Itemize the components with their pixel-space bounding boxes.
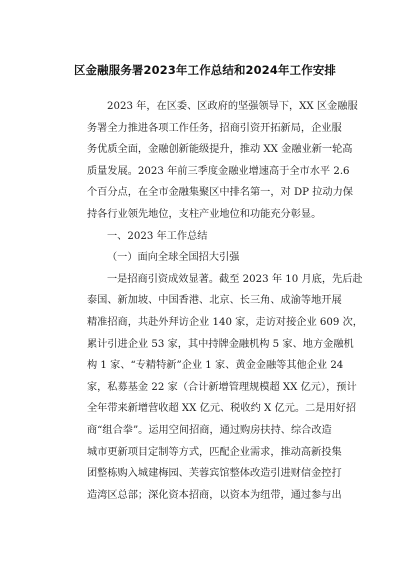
section-heading: 一、2023 年工作总结 bbox=[107, 230, 208, 242]
paragraph-line: 家，私募基金 22 家（合计新增管理规模超 XX 亿元），预计 bbox=[87, 381, 357, 393]
paragraph-line: 商“组合拳”。运用空间招商，通过购房扶持、综合改造 bbox=[87, 424, 332, 436]
paragraph-line: 全年带来新增营收超 XX 亿元、税收约 X 亿元。二是用好招 bbox=[87, 403, 357, 415]
document-body bbox=[87, 96, 363, 506]
paragraph-line: 城市更新项目定制等方式，匹配企业需求，推动高新投集 bbox=[87, 446, 342, 458]
paragraph-line: 一是招商引资成效显著。截至 2023 年 10 月底，先后赴 bbox=[107, 273, 363, 285]
paragraph-line: 质量发展。2023 年前三季度金融业增速高于全市水平 2.6 bbox=[87, 165, 350, 177]
paragraph-line: 团整栋购入城建梅园、芙蓉宾馆整体改造引进财信金控打 bbox=[87, 468, 342, 480]
subsection-heading: （一）面向全球全国招大引强 bbox=[107, 252, 240, 264]
paragraph-line: 造湾区总部；深化资本招商，以资本为纽带，通过参与出 bbox=[87, 489, 342, 501]
paragraph-line: 泰国、新加坡、中国香港、北京、长三角、成渝等地开展 bbox=[87, 295, 342, 307]
paragraph-line: 持各行业领先地位，支柱产业地位和功能充分彰显。 bbox=[87, 208, 322, 220]
paragraph-line: 累计引进企业 53 家，其中持牌金融机构 5 家、地方金融机 bbox=[87, 338, 354, 350]
paragraph-line: 个百分点，在全市金融集聚区中排名第一，对 DP 拉动力保 bbox=[87, 187, 353, 199]
paragraph-line: 精准招商，共赴外拜访企业 140 家，走访对接企业 609 次， bbox=[87, 316, 363, 328]
paragraph-line: 务优质全面，金融创新能级提升，推动 XX 金融业新一轮高 bbox=[87, 144, 353, 156]
document-title: 区金融服务署2023年工作总结和2024年工作安排 bbox=[73, 63, 337, 77]
paragraph-line: 务署全力推进各项工作任务，招商引资开拓新局，企业服 bbox=[87, 122, 342, 134]
paragraph-line: 构 1 家、“专精特新”企业 1 家、黄金金融等其他企业 24 bbox=[87, 360, 344, 372]
paragraph-line: 2023 年，在区委、区政府的坚强领导下，XX 区金融服 bbox=[107, 101, 358, 112]
